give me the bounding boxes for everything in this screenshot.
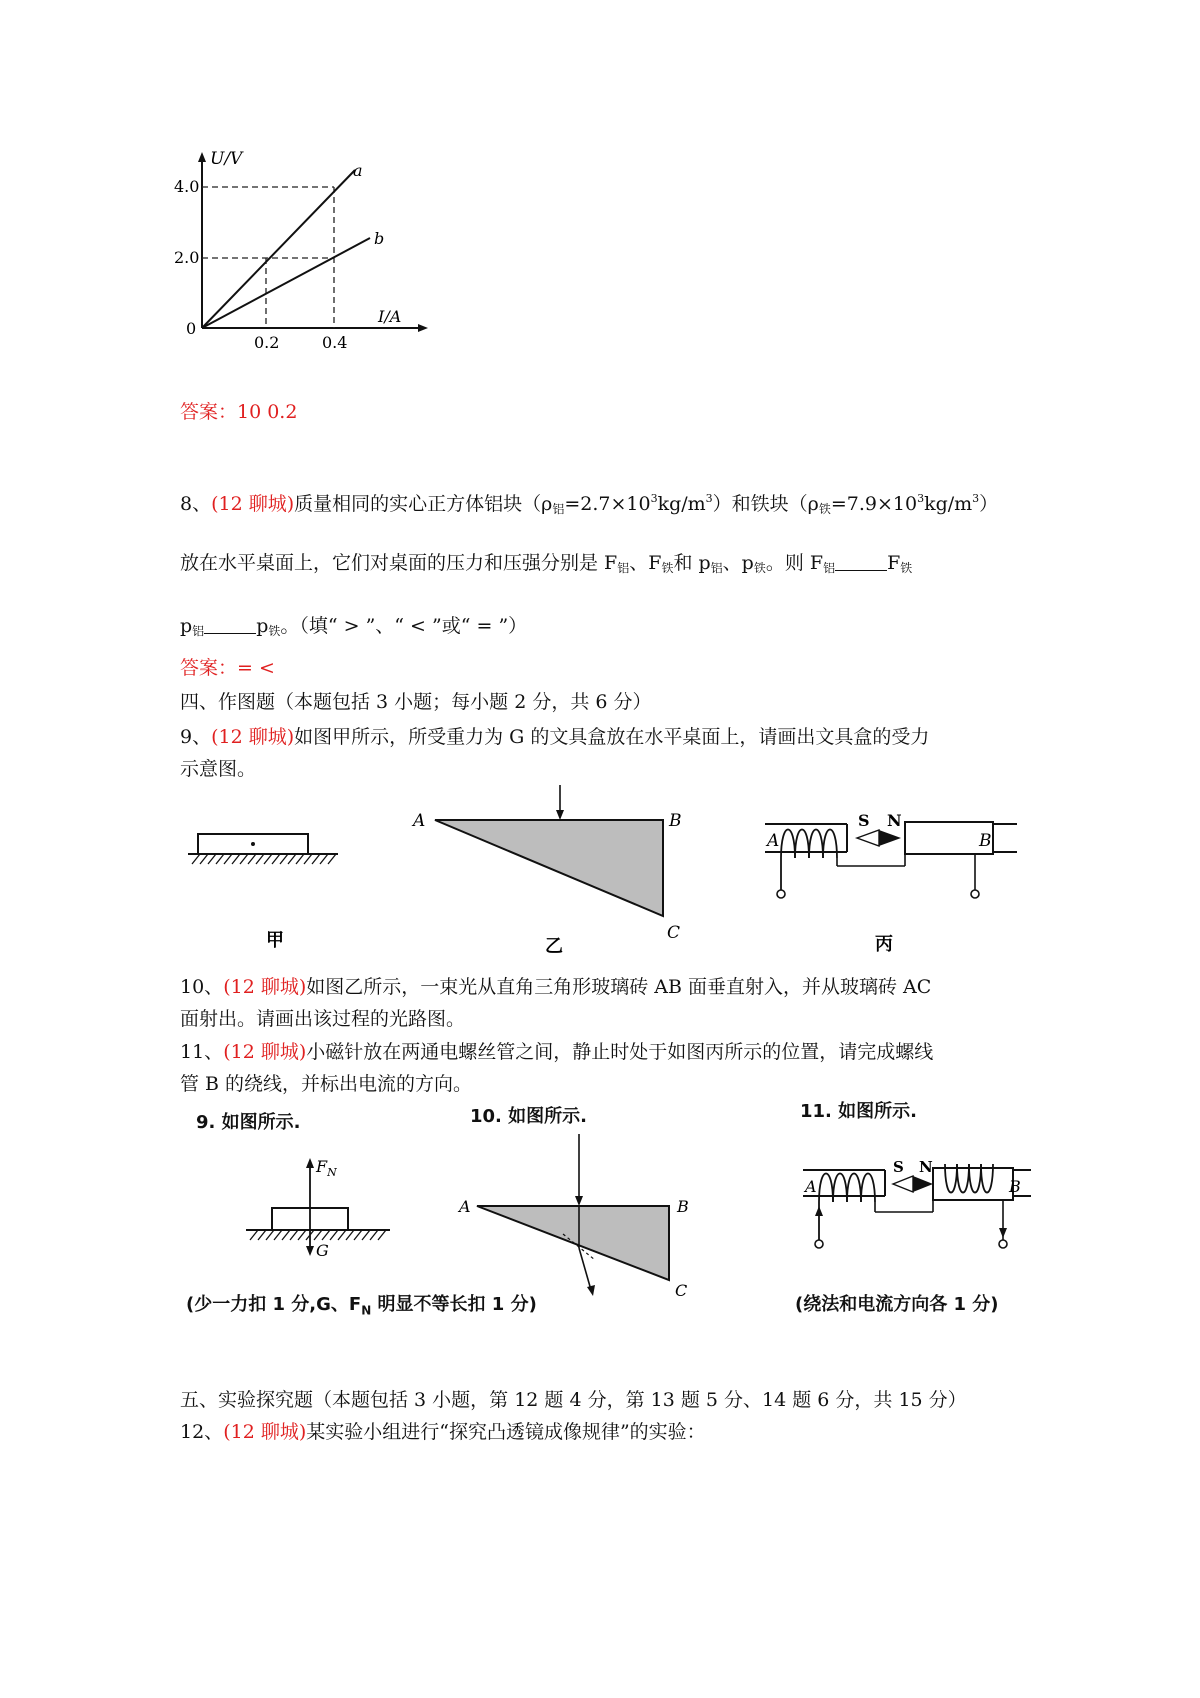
answer-11-figure bbox=[795, 1150, 1035, 1270]
fn-label: $F_N$ bbox=[316, 1157, 337, 1179]
label-bing: 丙 bbox=[875, 934, 893, 955]
q10-line2: 面射出。请画出该过程的光路图。 bbox=[180, 1008, 466, 1030]
line-a bbox=[202, 170, 355, 328]
answer-11-heading: 11. 如图所示. bbox=[800, 1101, 917, 1122]
q11-line1: 11、(12 聊城)小磁针放在两通电螺丝管之间，静止时处于如图丙所示的位置，请完成螺线 bbox=[180, 1041, 934, 1063]
line-b-label: b bbox=[374, 229, 385, 248]
ans11-label-a: A bbox=[805, 1177, 817, 1196]
label-c: C bbox=[667, 923, 681, 943]
answer-9-figure bbox=[240, 1150, 400, 1260]
y-tick-2: 2.0 bbox=[174, 248, 200, 267]
figure-yi bbox=[405, 780, 725, 955]
ans10-label-c: C bbox=[675, 1281, 688, 1300]
label-b: B bbox=[669, 811, 682, 831]
q8-line1: 8、(12 聊城)质量相同的实心正方体铝块$(\rho_铝=2.7\times 10^3kg/m^3)$和铁块$(\rho_铁=7.9\times 10^3kg/m^3)$ bbox=[180, 492, 999, 516]
line-a-label: a bbox=[353, 161, 363, 180]
q10-line1: 10、(12 聊城)如图乙所示，一束光从直角三角形玻璃砖 AB 面垂直射入，并从玻璃砖 AC bbox=[180, 976, 932, 998]
q8-line3: $p_铝$ $p_铁$。（填“ > ”、“ < ”或“ = ”） bbox=[180, 615, 528, 638]
line-b bbox=[202, 238, 370, 328]
answer-11-note: (绕法和电流方向各 1 分) bbox=[795, 1294, 999, 1315]
g-label: G bbox=[316, 1241, 329, 1260]
origin-label: 0 bbox=[186, 319, 197, 338]
answer-10-heading: 10. 如图所示. bbox=[470, 1106, 587, 1127]
y-axis-label: U/V bbox=[210, 150, 243, 169]
q9-line1: 9、(12 聊城)如图甲所示，所受重力为 G 的文具盒放在水平桌面上，请画出文具盒的受力 bbox=[180, 726, 930, 748]
ans10-label-a: A bbox=[459, 1197, 471, 1216]
q11-line2: 管 B 的绕线，并标出电流的方向。 bbox=[180, 1073, 473, 1095]
x-tick-04: 0.4 bbox=[322, 333, 348, 352]
section-5-heading: 五、实验探究题（本题包括 3 小题，第 12 题 4 分，第 13 题 5 分、14 题 6 分，共 15 分） bbox=[180, 1389, 967, 1411]
answer-10-figure bbox=[455, 1130, 715, 1300]
u-i-graph bbox=[160, 150, 460, 380]
needle-s: S bbox=[858, 811, 870, 830]
label-jia: 甲 bbox=[266, 930, 284, 950]
label-yi: 乙 bbox=[545, 936, 563, 955]
needle-n: N bbox=[887, 811, 902, 830]
figure-bing bbox=[755, 800, 1025, 960]
answer-8: 答案：= < bbox=[180, 657, 275, 679]
x-tick-02: 0.2 bbox=[254, 333, 280, 352]
ans11-needle-s: S bbox=[893, 1158, 904, 1176]
q9-line2: 示意图。 bbox=[180, 758, 257, 780]
section-4-heading: 四、作图题（本题包括 3 小题；每小题 2 分，共 6 分） bbox=[180, 691, 652, 713]
figure-jia bbox=[180, 820, 350, 950]
solenoid-b-label: B bbox=[979, 831, 992, 851]
ans11-needle-n: N bbox=[919, 1158, 933, 1176]
q8-line2: 放在水平桌面上，它们对桌面的压力和压强分别是 $F_铝$、$F_铁$和 $p_铝$、$p_铁$。则 $F_铝$ $F_铁$ bbox=[180, 552, 913, 575]
y-tick-4: 4.0 bbox=[174, 177, 200, 196]
answer-9-note: (少一力扣 1 分,G、$F_N$ 明显不等长扣 1 分) bbox=[186, 1294, 537, 1318]
answer-9-heading: 9. 如图所示. bbox=[196, 1112, 301, 1133]
ans11-label-b: B bbox=[1009, 1177, 1021, 1196]
x-axis-label: I/A bbox=[378, 307, 402, 326]
answer-7: 答案：10 0.2 bbox=[180, 401, 298, 423]
solenoid-a-label: A bbox=[767, 831, 780, 851]
label-a: A bbox=[413, 811, 426, 831]
ans10-label-b: B bbox=[677, 1197, 689, 1216]
q12-line: 12、(12 聊城)某实验小组进行“探究凸透镜成像规律”的实验： bbox=[180, 1421, 706, 1443]
